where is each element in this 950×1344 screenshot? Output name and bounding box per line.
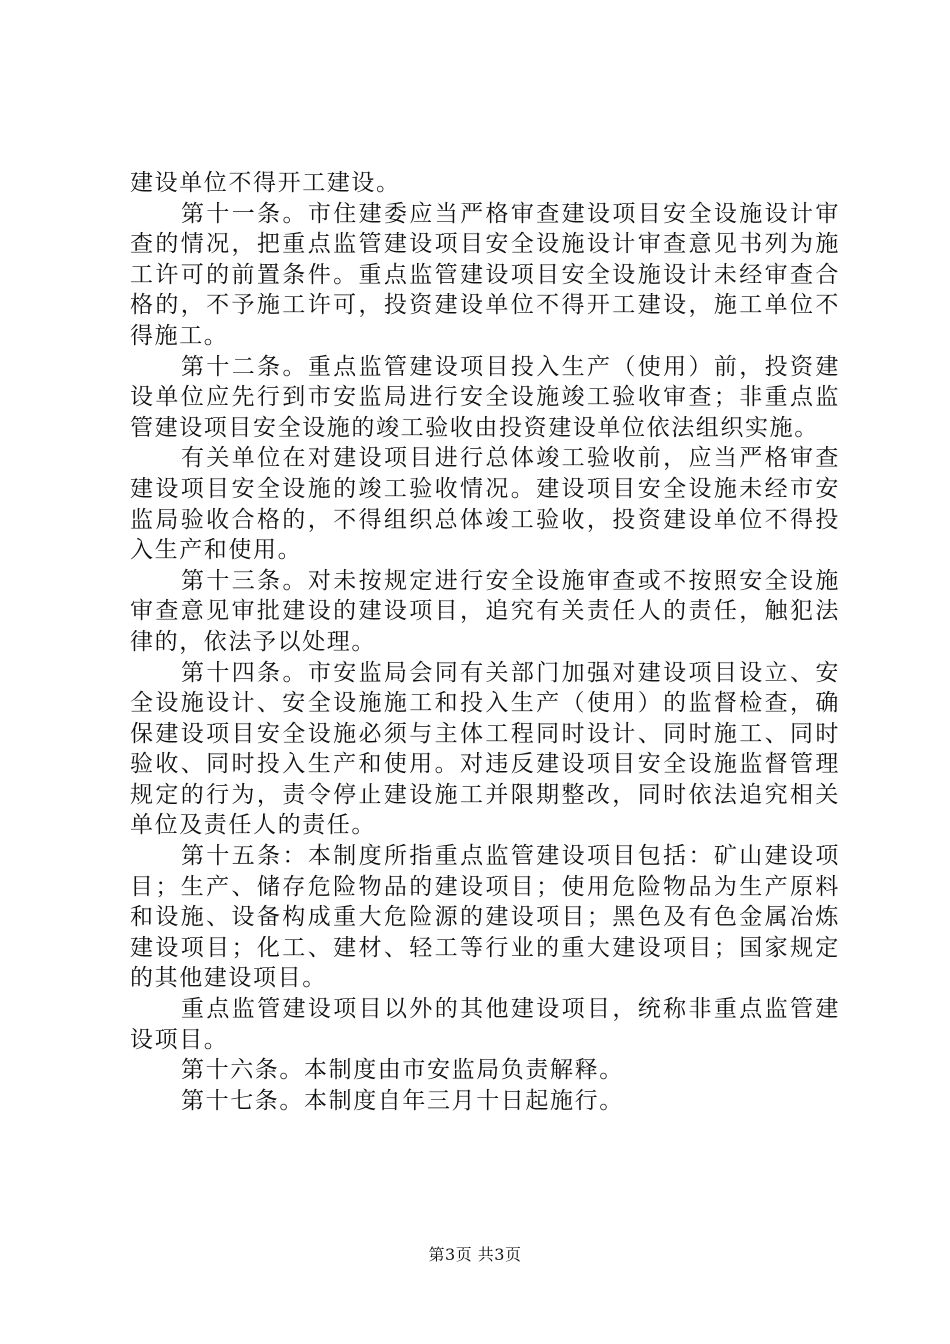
paragraph-article-11: 第十一条。市住建委应当严格审查建设项目安全设施设计审查的情况，把重点监管建设项目安全设施设计审查意见书列为施工许可的前置条件。重点监管建设项目安全设施设计未经审查合格的，不予施工许可，投资建设单位不得开工建设，施工单位不得施工。 [130, 200, 840, 349]
paragraph-article-15: 第十五条：本制度所指重点监管建设项目包括：矿山建设项目；生产、储存危险物品的建设项目；使用危险物品为生产原料和设施、设备构成重大危险源的建设项目；黑色及有色金属冶炼建设项目；化工、建材、轻工等行业的重大建设项目；国家规定的其他建设项目。 [130, 843, 840, 992]
paragraph-article-14: 第十四条。市安监局会同有关部门加强对建设项目设立、安全设施设计、安全设施施工和投入生产（使用）的监督检查，确保建设项目安全设施必须与主体工程同时设计、同时施工、同时验收、同时投入生产和使用。对违反建设项目安全设施监督管理规定的行为，责令停止建设施工并限期整改，同时依法追究相关单位及责任人的责任。 [130, 659, 840, 839]
paragraph-acceptance: 有关单位在对建设项目进行总体竣工验收前，应当严格审查建设项目安全设施的竣工验收情况。建设项目安全设施未经市安监局验收合格的，不得组织总体竣工验收，投资建设单位不得投入生产和使用。 [130, 445, 840, 564]
paragraph-article-17: 第十七条。本制度自年三月十日起施行。 [181, 1087, 624, 1114]
paragraph-article-16: 第十六条。本制度由市安监局负责解释。 [181, 1057, 624, 1084]
page-number-footer: 第3页 共3页 [428, 1245, 522, 1264]
paragraph-article-12: 第十二条。重点监管建设项目投入生产（使用）前，投资建设单位应先行到市安监局进行安全设施竣工验收审查；非重点监管建设项目安全设施的竣工验收由投资建设单位依法组织实施。 [130, 353, 840, 441]
paragraph-article-13: 第十三条。对未按规定进行安全设施审查或不按照安全设施审查意见审批建设的建设项目，追究有关责任人的责任，触犯法律的，依法予以处理。 [130, 567, 840, 655]
paragraph-continuation: 建设单位不得开工建设。 [130, 170, 401, 196]
document-body [130, 168, 840, 1116]
paragraph-non-key-projects: 重点监管建设项目以外的其他建设项目，统称非重点监管建设项目。 [130, 996, 840, 1053]
